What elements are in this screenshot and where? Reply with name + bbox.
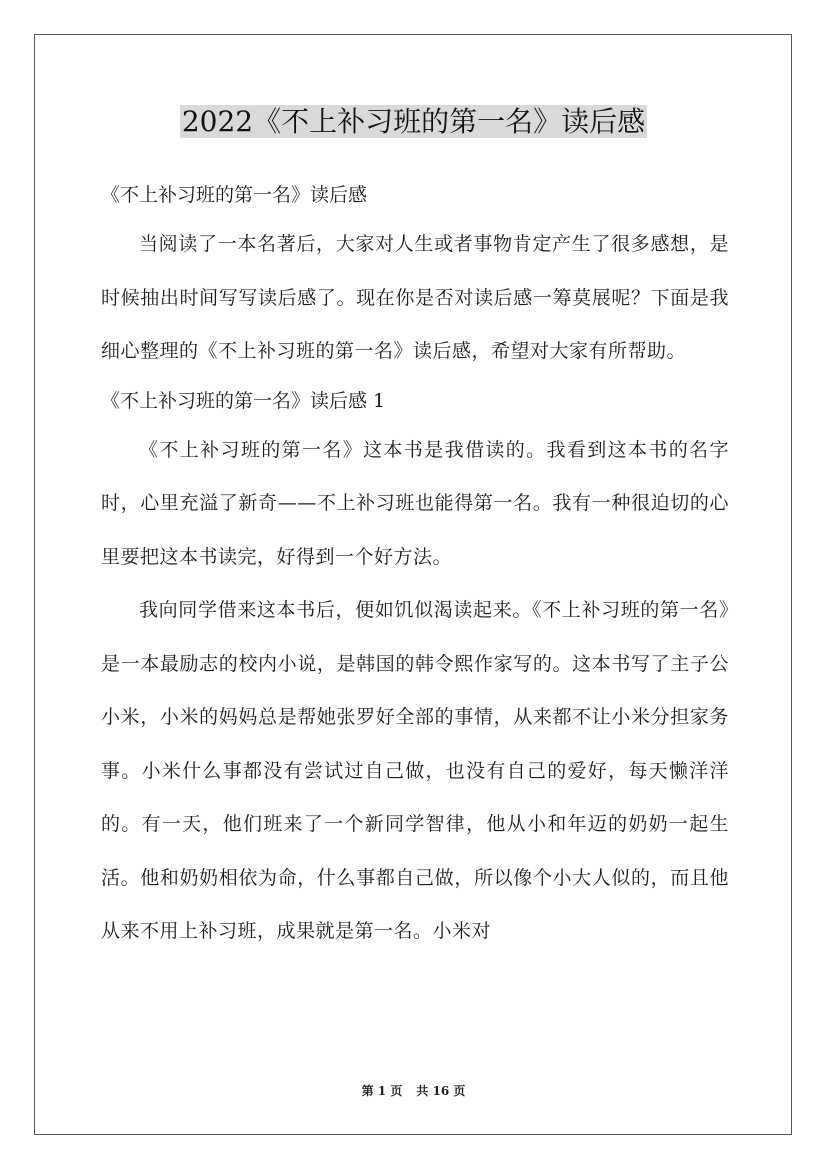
document-body [101, 173, 729, 959]
page-number: 第 1 页 [361, 1084, 403, 1098]
page-total: 共 16 页 [416, 1084, 466, 1098]
body-paragraph-2: 我向同学借来这本书后，便如饥似渴读起来。《不上补习班的第一名》是一本最励志的校内小说，是韩国的韩令熙作家写的。这本书写了主子公小米，小米的妈妈总是帮她张罗好全部的事情，从来都不让小米分担家务事。小米什么事都没有尝试过自己做，也没有自己的爱好，每天懒洋洋的。有一天，他们班来了一个新同学智律，他从小和年迈的奶奶一起生活。他和奶奶相依为命，什么事都自己做，所以像个小大人似的，而且他从来不用上补习班，成果就是第一名。小米对 [101, 599, 729, 942]
body-paragraph-1: 《不上补习班的第一名》这本书是我借读的。我看到这本书的名字时，心里充溢了新奇——不上补习班也能得第一名。我有一种很迫切的心里要把这本书读完，好得到一个好方法。 [101, 438, 729, 568]
page-footer [0, 1082, 827, 1100]
document-title-text: 2022《不上补习班的第一名》读后感 [181, 105, 646, 138]
intro-paragraph: 当阅读了一本名著后，大家对人生或者事物肯定产生了很多感想，是时候抽出时间写写读后感了。现在你是否对读后感一筹莫展呢？下面是我细心整理的《不上补习班的第一名》读后感，希望对大家有所帮助。 [101, 233, 729, 362]
section-title: 《不上补习班的第一名》读后感 1 [101, 389, 386, 412]
document-heading: 《不上补习班的第一名》读后感 [101, 184, 368, 206]
document-title [0, 100, 827, 144]
